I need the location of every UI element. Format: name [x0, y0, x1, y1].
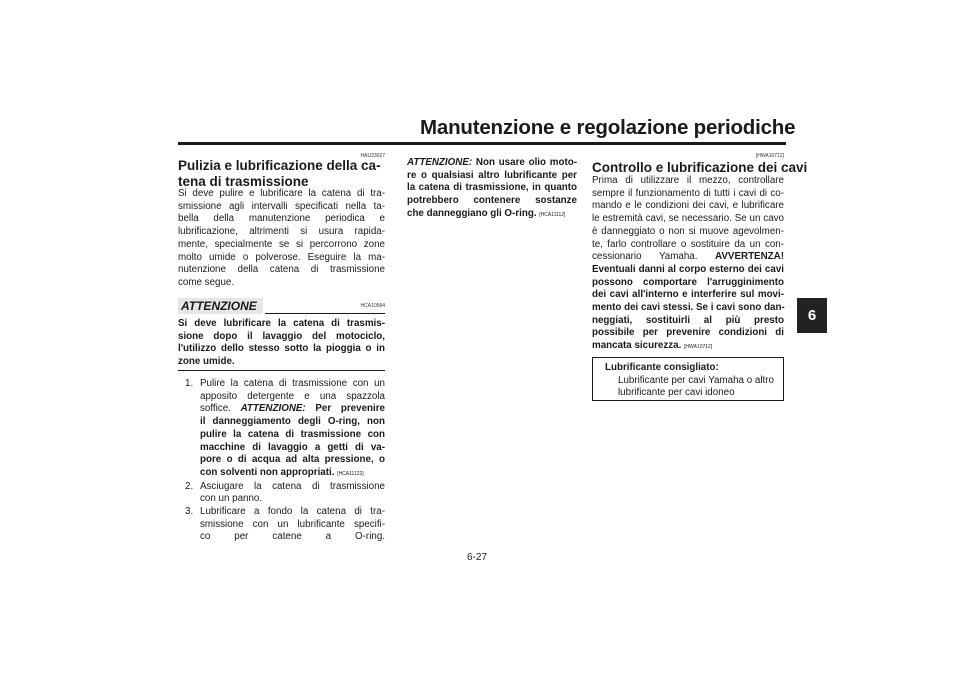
text-line: sempre il funzionamento di tutti i cavi di co- [592, 187, 784, 199]
warning-bold-text: che danneggiano gli O-ring. [407, 207, 537, 219]
list-item [185, 506, 385, 544]
text-line: lubrificazione, altrimenti si usura rapida- [178, 226, 385, 238]
text-line: possibile per prevenire condizioni di [592, 327, 784, 339]
attention-rule [265, 313, 385, 314]
text-line: la catena di trasmissione, in quanto [407, 182, 577, 194]
inline-code: [HCA11112] [539, 211, 566, 218]
attention-bottom-rule [178, 370, 385, 371]
text-line [592, 251, 784, 264]
text-line: pore o di acqua ad alta pressione, o [200, 454, 385, 466]
text-line: Pulire la catena di trasmissione con un [200, 378, 385, 389]
text-line: apposito detergente e una spazzola [200, 390, 385, 402]
heading-line: Pulizia e lubrificazione della ca- [178, 158, 381, 173]
text-line: Si deve pulire e lubrificare la catena di tra- [178, 188, 385, 199]
text-line: Eventuali danni al corpo esterno dei cavi [592, 263, 784, 275]
list-item [185, 378, 385, 481]
step-number: 1. [185, 378, 194, 389]
inline-attention-label: ATTENZIONE: [407, 157, 473, 168]
step-bold-text: Per prevenire [315, 403, 385, 415]
attention-code: HCA10584 [360, 303, 385, 309]
text-line: pulire la catena di trasmissione con [200, 428, 385, 440]
cables-paragraph [592, 175, 784, 354]
inline-code: [HWA10712] [684, 344, 713, 351]
text-line: bella della manutenzione periodica e [178, 213, 385, 225]
heading-line: tena di trasmissione [178, 174, 309, 189]
text-line [200, 403, 385, 416]
text-line: sione dopo il lavaggio del motociclo, [178, 330, 385, 342]
text-line: smissione con un lubrificante specifi- [200, 518, 385, 530]
inline-attention-label: ATTENZIONE: [240, 403, 306, 415]
section-code: HAU23027 [360, 153, 385, 159]
oil-warning-paragraph [385, 157, 577, 222]
lubricant-box-line: lubrificante per cavi idoneo [618, 387, 735, 398]
text-line: zone umide. [178, 356, 235, 368]
text-line: possono comportare l'arrugginimento [592, 276, 784, 288]
cables-text: cessionario Yamaha. [592, 251, 698, 263]
lubricant-box-title: Lubrificante consigliato: [605, 362, 719, 373]
text-line [385, 157, 577, 170]
lubricant-box-line: Lubrificante per cavi Yamaha o altro [618, 374, 774, 386]
title-rule [178, 142, 786, 145]
step-number: 2. [185, 480, 194, 492]
list-item [185, 481, 385, 506]
step-text: soffice. [200, 403, 231, 415]
text-line: te, farlo controllare o sostituire da un con- [592, 238, 784, 250]
text-line: potrebbero contenere sostanze [407, 195, 577, 207]
chain-intro-paragraph [178, 188, 385, 290]
text-line: nutenzione della catena di trasmissione [178, 264, 385, 276]
text-line: Lubrificare a fondo la catena di tra- [200, 506, 385, 518]
page-title: Manutenzione e regolazione periodiche [420, 116, 796, 139]
chapter-tab[interactable]: 6 [797, 298, 827, 333]
text-line: Asciugare la catena di trasmissione [200, 480, 385, 492]
text-line [385, 208, 577, 222]
text-line: smissione agli intervalli specificati nella ta- [178, 200, 385, 212]
text-line: dei cavi all'interno e interferire sul movi- [592, 289, 784, 301]
text-line: mando e le condizioni dei cavi, e lubrificare [592, 200, 784, 212]
text-line: molto umide o polverose. Eseguire la ma- [178, 251, 385, 263]
text-line: macchine di lavaggio a getti di va- [200, 441, 385, 453]
inline-code: [HCA11122] [337, 470, 364, 477]
text-line: con un panno. [200, 493, 263, 505]
text-line: il danneggiamento degli O-ring, non [200, 416, 385, 428]
text-line: re o qualsiasi altro lubrificante per [407, 169, 577, 181]
warning-bold-text: mancata sicurezza. [592, 340, 682, 352]
warning-label: AVVERTENZA! [715, 251, 784, 263]
chain-steps-list [185, 378, 385, 544]
warning-bold-text: Non usare olio moto- [475, 157, 577, 168]
recommended-lubricant-box [592, 357, 784, 401]
text-line: neggiati, sostituirli al più presto [592, 314, 784, 326]
text-line: mente, specialmente se si percorrono zone [178, 238, 385, 250]
text-line: l'utilizzo dello stesso sotto la pioggia o in [178, 343, 385, 355]
text-line: mento dei cavi stessi. Se i cavi sono dan- [592, 302, 785, 314]
text-line: co per catene a O-ring. [200, 531, 385, 543]
text-line: è danneggiato o non si muove agevolmen- [592, 225, 784, 237]
text-line: Si deve lubrificare la catena di trasmis- [178, 318, 385, 329]
text-line: Prima di utilizzare il mezzo, controllare [592, 175, 784, 186]
text-line [200, 467, 385, 481]
attention-text [178, 318, 385, 369]
step-number: 3. [185, 506, 194, 518]
text-line: come segue. [178, 276, 235, 288]
text-line: le estremità cavi, se necessario. Se un cavo [592, 213, 784, 225]
text-line [592, 340, 784, 354]
section-code: [HWA10712] [755, 153, 784, 159]
attention-label: ATTENZIONE [178, 298, 263, 314]
section-heading-cables: Controllo e lubrificazione dei cavi [592, 160, 808, 175]
step-bold-text: con solventi non appropriati. [200, 466, 335, 478]
page-number: 6-27 [467, 552, 488, 563]
section-heading-chain [178, 158, 388, 190]
